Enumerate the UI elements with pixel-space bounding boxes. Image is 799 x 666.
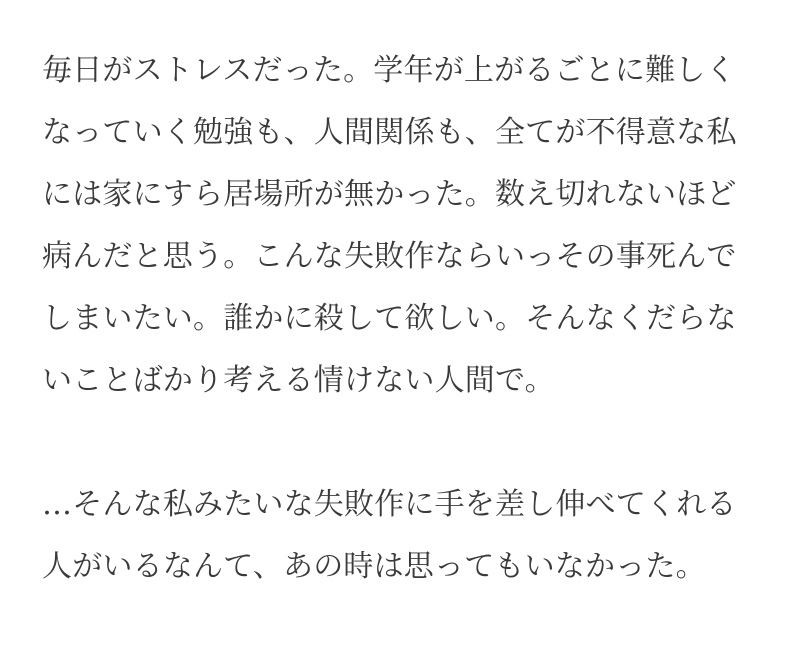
text-line: なっていく勉強も、人間関係も、全てが不得意な私 xyxy=(42,115,737,150)
text-line: 毎日がストレスだった。学年が上がるごとに難しく xyxy=(42,53,736,88)
text-block xyxy=(42,40,758,598)
paragraph-2 xyxy=(42,474,758,598)
paragraph-1 xyxy=(42,40,758,412)
text-line: …そんな私みたいな失敗作に手を差し伸べてくれる xyxy=(42,487,737,522)
text-line: しまいたい。誰かに殺して欲しい。そんなくだらな xyxy=(42,301,737,336)
text-line: 人がいるなんて、あの時は思ってもいなかった。 xyxy=(42,549,706,584)
text-line: いことばかり考える情けない人間で。 xyxy=(42,363,555,398)
text-line: 病んだと思う。こんな失敗作ならいっその事死んで xyxy=(42,239,737,274)
text-line: には家にすら居場所が無かった。数え切れないほど xyxy=(42,177,737,212)
